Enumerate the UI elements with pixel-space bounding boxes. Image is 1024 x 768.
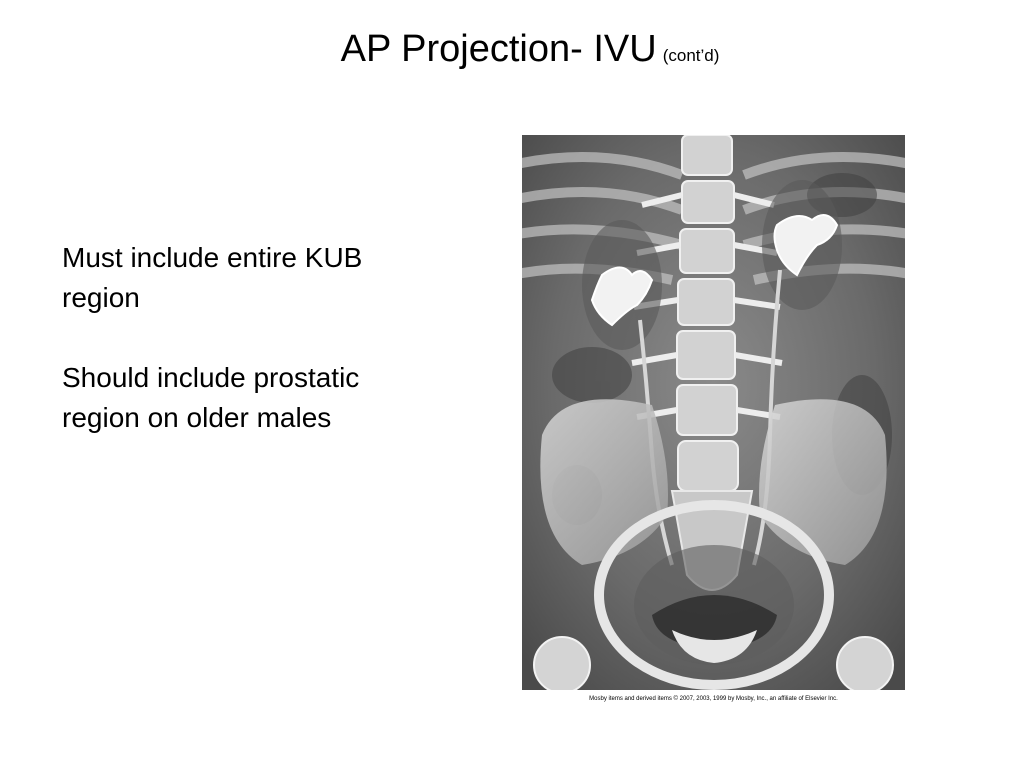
image-copyright-caption: Mosby items and derived items © 2007, 2003, 1999 by Mosby, Inc., an affiliate of Elsevier Inc. bbox=[589, 696, 838, 702]
slide-title-suffix: (cont’d) bbox=[662, 46, 720, 65]
ivu-xray-image bbox=[522, 135, 905, 690]
body-text bbox=[62, 238, 392, 478]
slide-title-main: AP Projection- IVU bbox=[340, 28, 657, 70]
xray-illustration bbox=[522, 135, 905, 690]
bullet-prostatic-region: Should include prostatic region on older males bbox=[62, 362, 360, 433]
bullet-kub-region: Must include entire KUB region bbox=[62, 242, 363, 313]
slide-title bbox=[0, 26, 1024, 79]
